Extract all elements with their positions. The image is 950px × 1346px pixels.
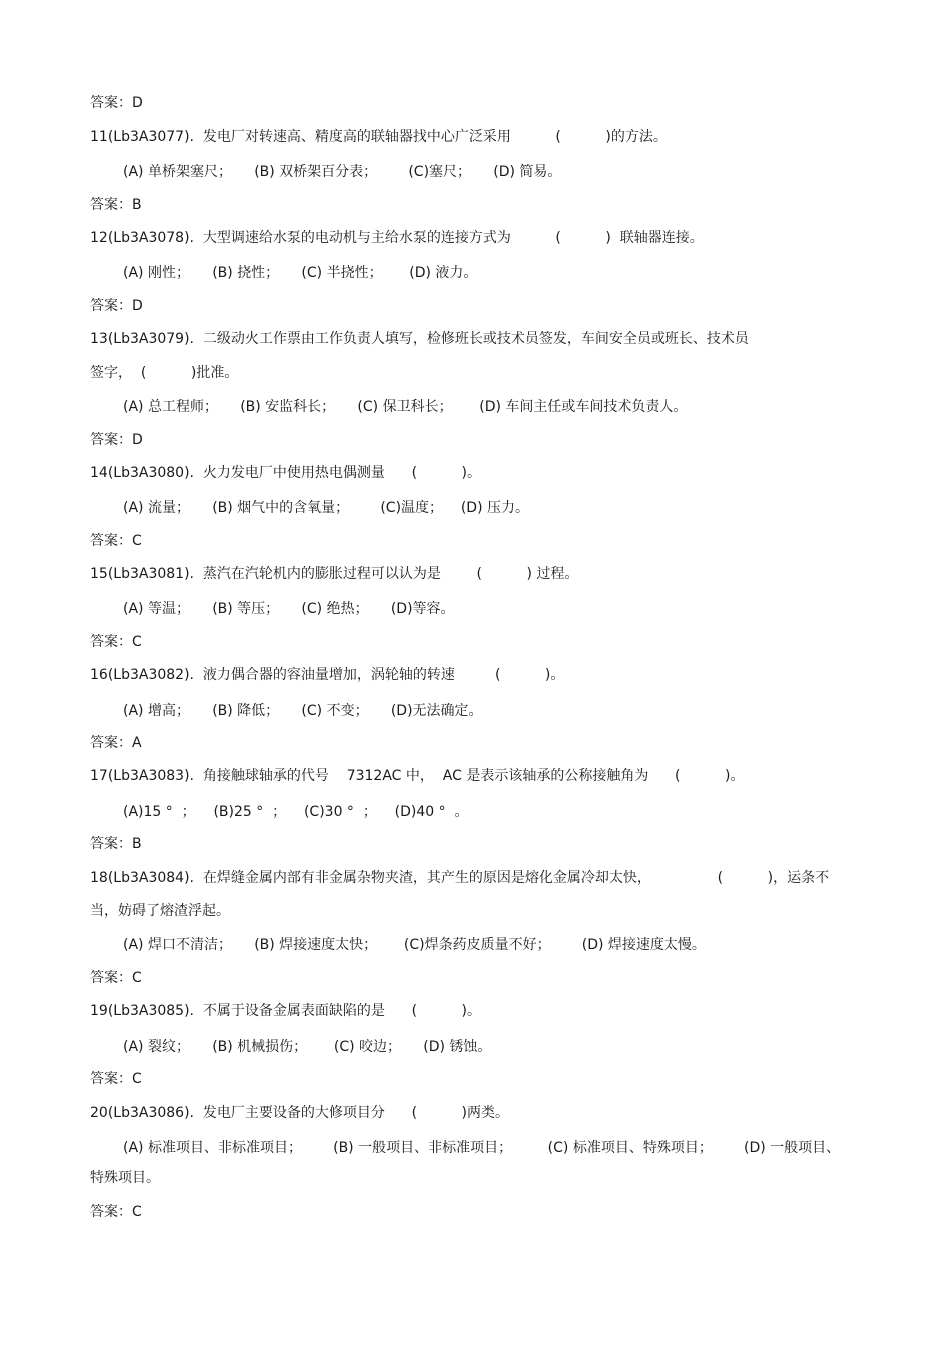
question-13-cont: 签字， ( )批准。 [90, 365, 239, 381]
question-14: 14(Lb3A3080). 火力发电厂中使用热电偶测量 ( )。 [90, 465, 482, 481]
question-20: 20(Lb3A3086). 发电厂主要设备的大修项目分 ( )两类。 [90, 1105, 510, 1121]
question-19: 19(Lb3A3085). 不属于设备金属表面缺陷的是 ( )。 [90, 1003, 482, 1019]
answer-14: 答案：C [90, 533, 142, 549]
answer-19: 答案：C [90, 1071, 142, 1087]
question-17: 17(Lb3A3083). 角接触球轴承的代号 7312AC 中， AC 是表示该轴承的公称接触角为 ( )。 [90, 768, 745, 784]
question-16: 16(Lb3A3082). 液力偶合器的容油量增加，涡轮轴的转速 ( )。 [90, 667, 565, 683]
question-13: 13(Lb3A3079). 二级动火工作票由工作负责人填写，检修班长或技术员签发，车间安全员或班长、技术员 [90, 331, 749, 347]
answer-17: 答案：B [90, 836, 142, 852]
answer-12: 答案：D [90, 298, 143, 314]
answer-18: 答案：C [90, 970, 142, 986]
options-20: (A) 标准项目、非标准项目； (B) 一般项目、非标准项目； (C) 标准项目、特殊项目； (D) 一般项目、 [123, 1140, 841, 1156]
answer-13: 答案：D [90, 432, 143, 448]
answer-11: 答案：B [90, 197, 142, 213]
options-11: (A) 单桥架塞尺； (B) 双桥架百分表； (C)塞尺； (D) 简易。 [123, 164, 562, 180]
options-15: (A) 等温； (B) 等压； (C) 绝热； (D)等容。 [123, 601, 455, 617]
question-15: 15(Lb3A3081). 蒸汽在汽轮机内的膨胀过程可以认为是 ( ) 过程。 [90, 566, 579, 582]
options-20-cont: 特殊项目。 [90, 1170, 160, 1186]
options-12: (A) 刚性； (B) 挠性； (C) 半挠性； (D) 液力。 [123, 265, 478, 281]
answer-20: 答案：C [90, 1204, 142, 1220]
answer-line: 答案：D [90, 95, 143, 111]
question-11: 11(Lb3A3077). 发电厂对转速高、精度高的联轴器找中心广泛采用 ( )的方法。 [90, 129, 667, 145]
options-14: (A) 流量； (B) 烟气中的含氧量； (C)温度； (D) 压力。 [123, 500, 529, 516]
options-19: (A) 裂纹； (B) 机械损伤； (C) 咬边； (D) 锈蚀。 [123, 1039, 492, 1055]
answer-16: 答案：A [90, 735, 142, 751]
answer-15: 答案：C [90, 634, 142, 650]
options-17: (A)15 ° ； (B)25 ° ； (C)30 ° ； (D)40 ° 。 [123, 804, 469, 820]
question-18-cont: 当，妨碍了熔渣浮起。 [90, 903, 230, 919]
question-12: 12(Lb3A3078). 大型调速给水泵的电动机与主给水泵的连接方式为 ( ) 联轴器连接。 [90, 230, 704, 246]
question-18: 18(Lb3A3084). 在焊缝金属内部有非金属杂物夹渣，其产生的原因是熔化金属冷却太快， ( )，运条不 [90, 870, 830, 886]
options-18: (A) 焊口不清洁； (B) 焊接速度太快； (C)焊条药皮质量不好； (D) 焊接速度太慢。 [123, 937, 706, 953]
options-13: (A) 总工程师； (B) 安监科长； (C) 保卫科长； (D) 车间主任或车间技术负责人。 [123, 399, 688, 415]
options-16: (A) 增高； (B) 降低； (C) 不变； (D)无法确定。 [123, 703, 483, 719]
